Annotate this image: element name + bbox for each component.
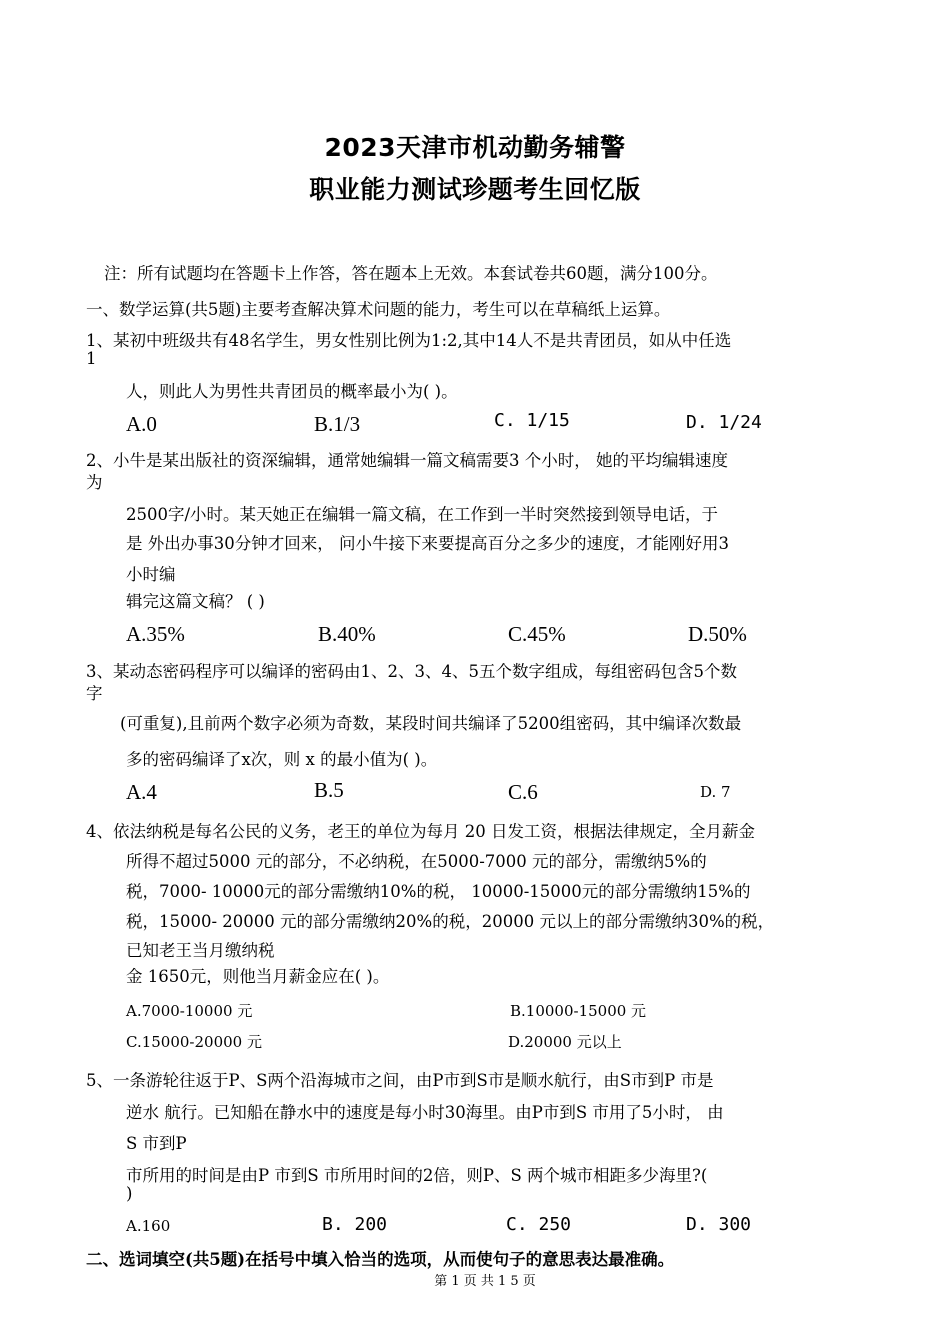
- q3-text-line3: (可重复),且前两个数字必须为奇数，某段时间共编译了5200组密码，其中编译次数最: [120, 714, 742, 733]
- q1-text-line2: 1: [86, 349, 97, 368]
- q4-text-line3: 税，7000- 10000元的部分需缴纳10%的税， 10000-15000元的部分需缴纳15%的: [126, 882, 751, 901]
- q2-text-line6: 辑完这篇文稿？ ( ): [126, 592, 265, 611]
- q5-option-c[interactable]: C. 250: [506, 1214, 572, 1235]
- q1-option-b[interactable]: B.1/3: [314, 412, 361, 436]
- q5-option-a[interactable]: A.160: [126, 1217, 171, 1235]
- q2-option-a[interactable]: A.35%: [126, 622, 185, 646]
- q4-option-d[interactable]: D.20000 元以上: [508, 1033, 622, 1051]
- q2-text-line2: 为: [86, 473, 103, 492]
- q1-text-line3: 人，则此人为男性共青团员的概率最小为( )。: [126, 382, 458, 401]
- q5-text-line1: 5、一条游轮往返于P、S两个沿海城市之间，由P市到S市是顺水航行，由S市到P 市是: [86, 1071, 714, 1090]
- q4-text-line1: 4、依法纳税是每名公民的义务，老王的单位为每月 20 日发工资，根据法律规定，全月薪金: [86, 822, 755, 841]
- q1-text-line1: 1、某初中班级共有48名学生，男女性别比例为1:2,其中14人不是共青团员，如从中任选: [86, 331, 732, 350]
- q2-option-d[interactable]: D.50%: [688, 622, 747, 646]
- q2-option-c[interactable]: C.45%: [508, 622, 566, 646]
- exam-note: 注：所有试题均在答题卡上作答，答在题本上无效。本套试卷共60题，满分100分。: [104, 264, 718, 283]
- q3-option-c[interactable]: C.6: [508, 780, 538, 804]
- section2-heading: 二、选词填空(共5题)在括号中填入恰当的选项，从而使句子的意思表达最准确。: [86, 1250, 675, 1269]
- q5-option-b[interactable]: B. 200: [322, 1214, 388, 1235]
- q1-option-d[interactable]: D. 1/24: [686, 412, 762, 433]
- document-title-line2: 职业能力测试珍题考生回忆版: [309, 175, 641, 204]
- q4-option-c[interactable]: C.15000-20000 元: [126, 1033, 262, 1051]
- q5-option-d[interactable]: D. 300: [686, 1214, 752, 1235]
- q2-text-line4: 是 外出办事30分钟才回来， 问小牛接下来要提高百分之多少的速度，才能刚好用3: [126, 534, 729, 553]
- q3-text-line2: 字: [86, 684, 103, 703]
- q3-option-a[interactable]: A.4: [126, 780, 157, 804]
- q4-text-line4: 税，15000- 20000 元的部分需缴纳20%的税，20000 元以上的部分需缴纳30%的税，: [126, 912, 775, 931]
- q5-text-line2: 逆水 航行。已知船在静水中的速度是每小时30海里。由P市到S 市用了5小时， 由: [126, 1103, 724, 1122]
- q4-text-line2: 所得不超过5000 元的部分，不必纳税，在5000-7000 元的部分，需缴纳5%的: [126, 852, 707, 871]
- page-footer: 第 1 页 共 1 5 页: [434, 1274, 536, 1289]
- q4-option-a[interactable]: A.7000-10000 元: [126, 1002, 253, 1020]
- q4-text-line6: 金 1650元，则他当月薪金应在( )。: [126, 967, 390, 986]
- q2-text-line3: 2500字/小时。某天她正在编辑一篇文稿，在工作到一半时突然接到领导电话，于: [126, 505, 719, 524]
- q3-option-b[interactable]: B.5: [314, 778, 344, 802]
- q3-text-line4: 多的密码编译了x次，则 x 的最小值为( )。: [126, 750, 438, 769]
- q2-text-line1: 2、小牛是某出版社的资深编辑，通常她编辑一篇文稿需要3 个小时， 她的平均编辑速度: [86, 451, 728, 470]
- q3-text-line1: 3、某动态密码程序可以编译的密码由1、2、3、4、5五个数字组成，每组密码包含5个数: [86, 662, 737, 681]
- q3-option-d[interactable]: D. 7: [700, 783, 731, 801]
- q2-option-b[interactable]: B.40%: [318, 622, 376, 646]
- q5-text-line4: 市所用的时间是由P 市到S 市所用时间的2倍，则P、S 两个城市相距多少海里?(: [126, 1166, 708, 1185]
- q4-option-b[interactable]: B.10000-15000 元: [510, 1002, 647, 1020]
- q5-text-line3: S 市到P: [126, 1134, 187, 1153]
- section1-heading: 一、数学运算(共5题)主要考查解决算术问题的能力，考生可以在草稿纸上运算。: [86, 300, 671, 319]
- q4-text-line5: 已知老王当月缴纳税: [126, 941, 275, 960]
- q2-text-line5: 小时编: [126, 565, 176, 584]
- document-title-line1: 2023天津市机动勤务辅警: [324, 133, 626, 162]
- q1-option-c[interactable]: C. 1/15: [494, 410, 570, 431]
- q1-option-a[interactable]: A.0: [126, 412, 157, 436]
- q5-text-line5: ): [126, 1184, 133, 1203]
